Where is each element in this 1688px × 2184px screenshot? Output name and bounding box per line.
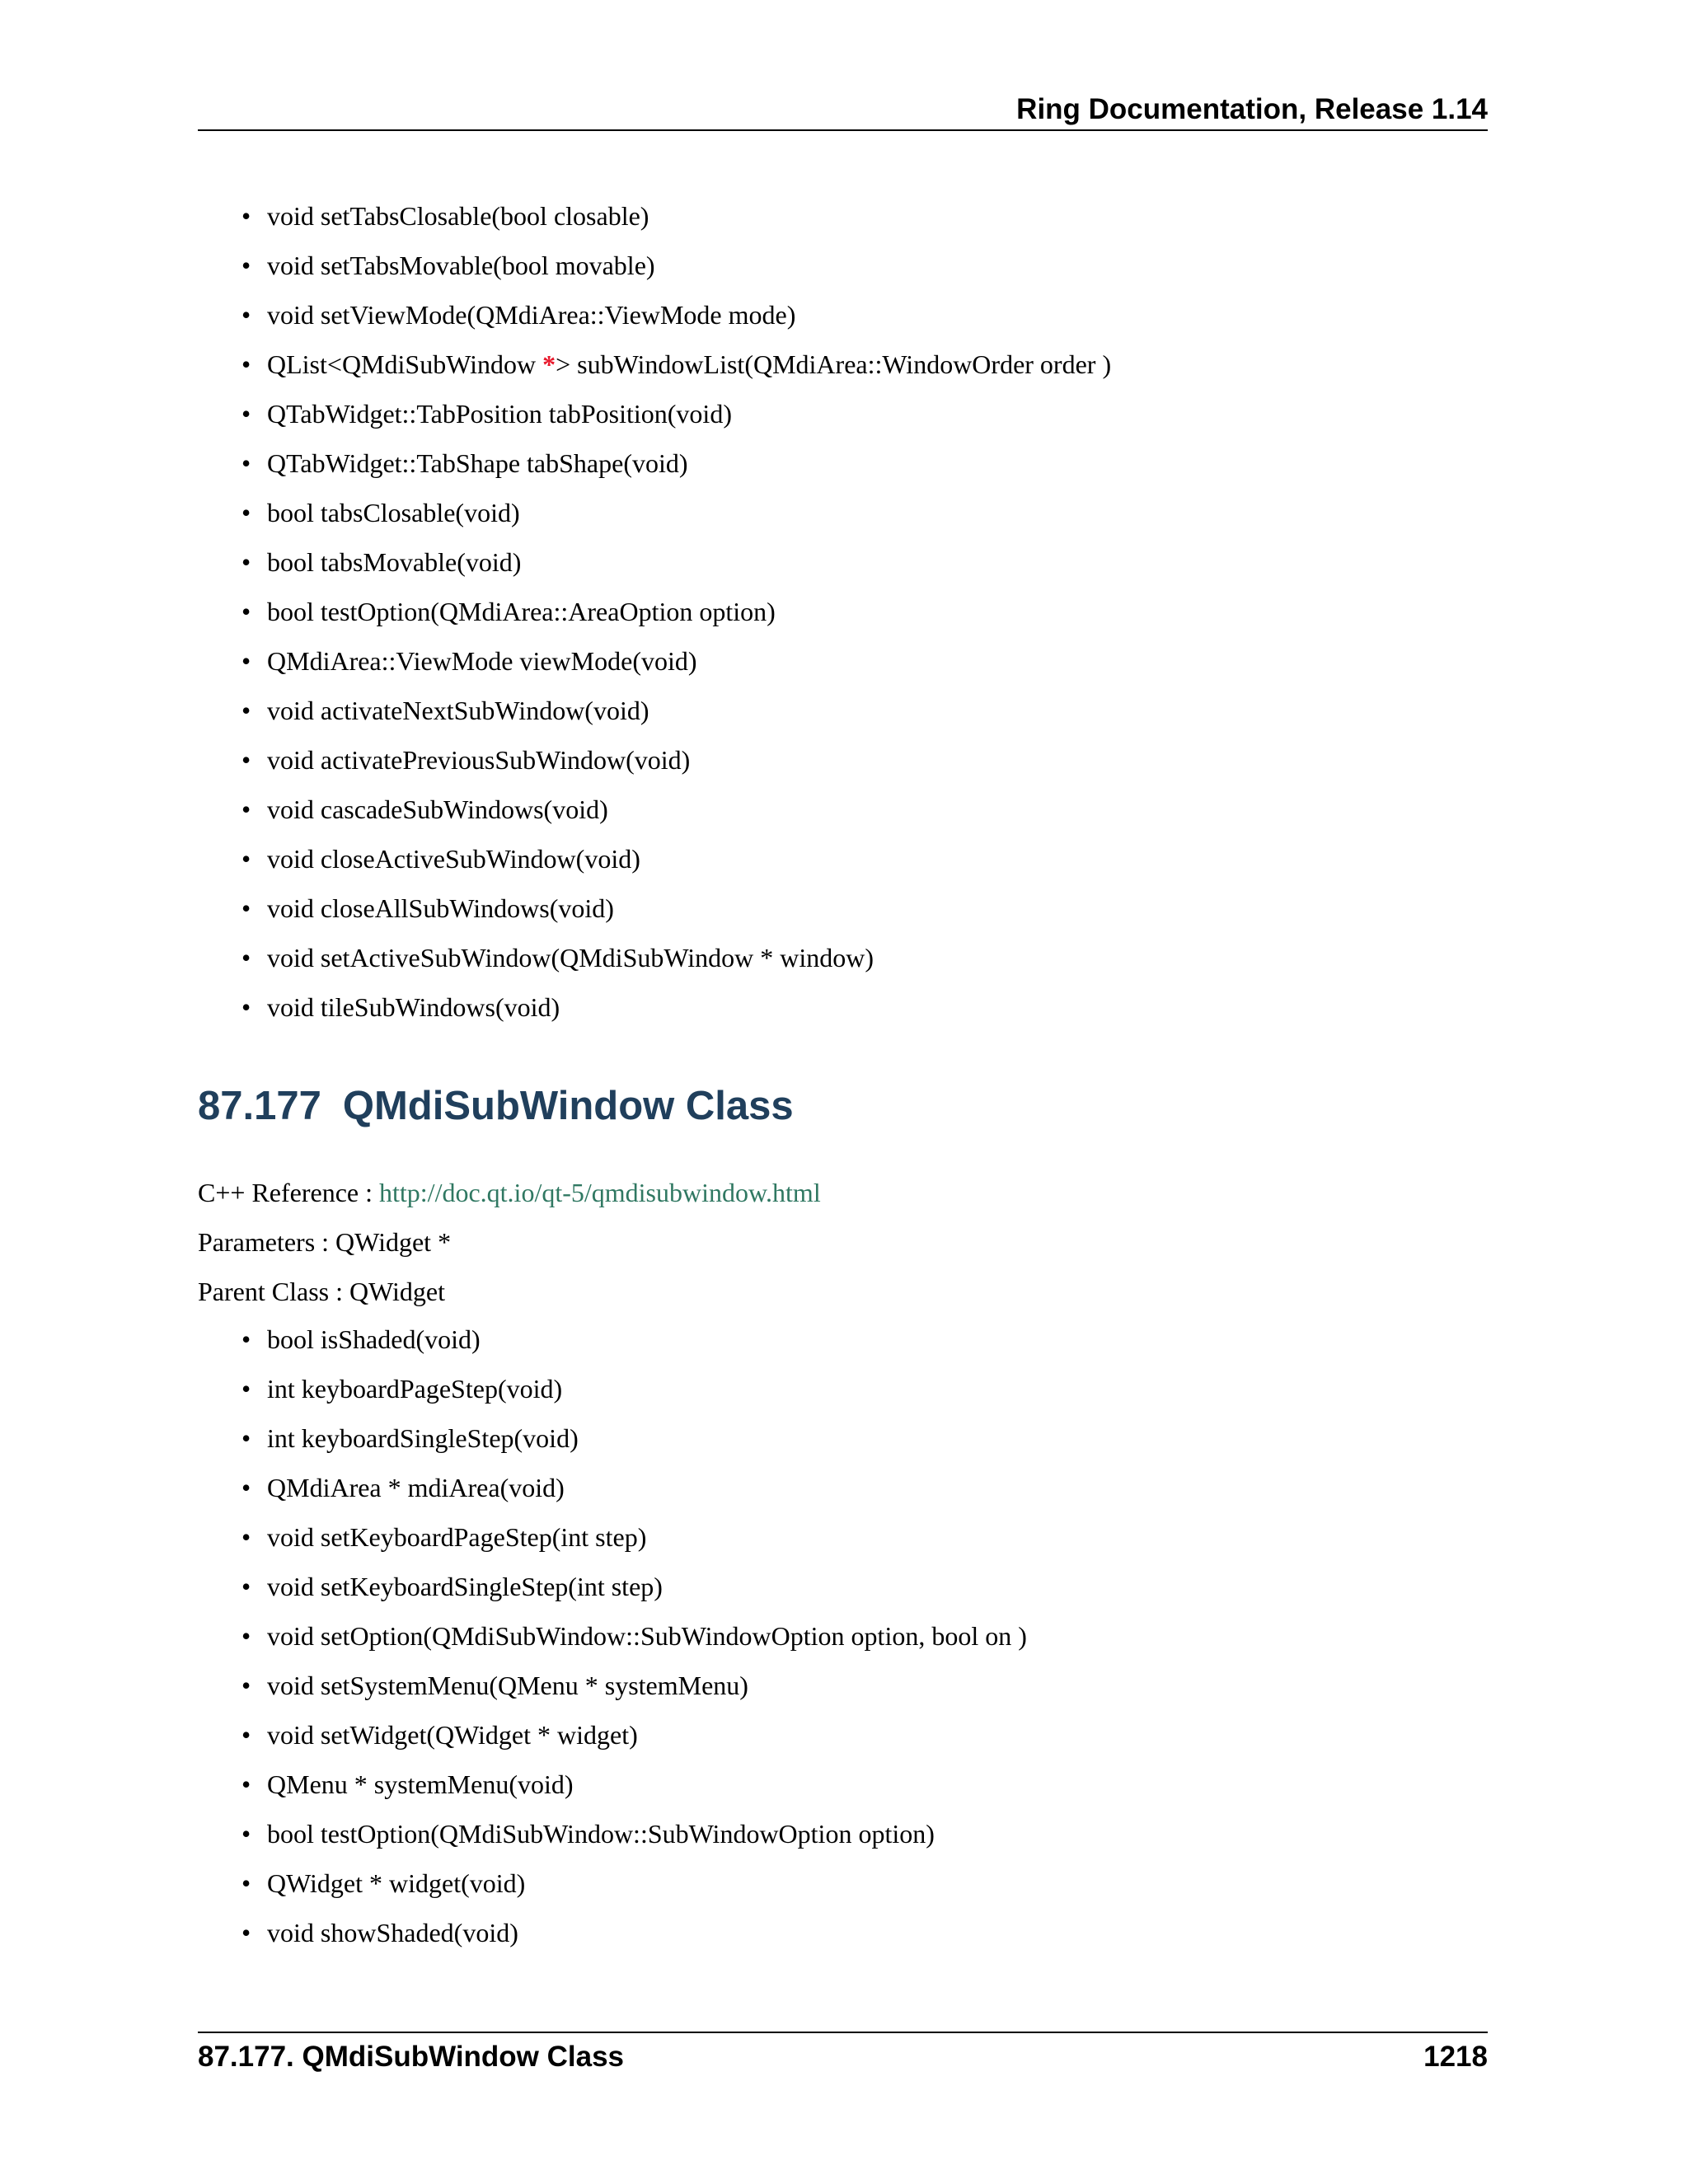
list-item [198,1463,1027,1512]
list-item [198,883,1111,933]
footer-rule [198,2032,1488,2033]
bullet-icon: • [241,794,251,824]
bullet-icon: • [241,1324,251,1354]
cpp-reference-label: C++ Reference : [198,1178,379,1207]
method-signature: void activateNextSubWindow(void) [267,696,649,725]
method-signature: void activatePreviousSubWindow(void) [267,745,691,775]
method-signature: void setTabsClosable(bool closable) [267,201,649,231]
running-header: Ring Documentation, Release 1.14 [1016,93,1488,125]
bullet-icon: • [241,1918,251,1947]
bullet-icon: • [241,349,251,379]
method-signature: QMdiArea * mdiArea(void) [267,1473,565,1502]
bullet-icon: • [241,1868,251,1898]
list-item [198,636,1111,686]
list-item [198,982,1111,1032]
bullet-icon: • [241,1423,251,1453]
method-signature: QMdiArea::ViewMode viewMode(void) [267,646,697,676]
method-signature: bool isShaded(void) [267,1324,481,1354]
list-item [198,735,1111,785]
bullet-icon: • [241,1374,251,1404]
list-item [198,389,1111,438]
bullet-icon: • [241,844,251,874]
method-signature: int keyboardSingleStep(void) [267,1423,579,1453]
method-signature: int keyboardPageStep(void) [267,1374,563,1404]
bullet-icon: • [241,1819,251,1849]
list-item [198,537,1111,587]
pointer-asterisk: * [542,349,556,379]
method-signature: void setActiveSubWindow(QMdiSubWindow * window) [267,943,874,972]
footer-page-number: 1218 [1423,2041,1488,2073]
bullet-icon: • [241,696,251,725]
method-signature: void setKeyboardSingleStep(int step) [267,1572,663,1601]
bullet-icon: • [241,646,251,676]
bullet-icon: • [241,448,251,478]
method-signature: void setSystemMenu(QMenu * systemMenu) [267,1671,748,1700]
bullet-icon: • [241,1621,251,1651]
bullet-icon: • [241,745,251,775]
method-signature: void setOption(QMdiSubWindow::SubWindowOption option, bool on ) [267,1621,1027,1651]
list-item [198,1809,1027,1858]
document-page [198,0,1488,2184]
list-item [198,1908,1027,1957]
list-item [198,686,1111,735]
list-item [198,1710,1027,1760]
list-item [198,1512,1027,1562]
list-item [198,1661,1027,1710]
list-item [198,488,1111,537]
bullet-icon: • [241,992,251,1022]
method-list-qmdiarea [198,191,1111,1032]
method-signature: void closeAllSubWindows(void) [267,893,614,923]
method-signature-part: > subWindowList(QMdiArea::WindowOrder order ) [556,349,1112,379]
list-item [198,340,1111,389]
method-signature: void setViewMode(QMdiArea::ViewMode mode) [267,300,796,330]
bullet-icon: • [241,1671,251,1700]
list-item [198,933,1111,982]
method-signature: bool tabsMovable(void) [267,547,522,577]
list-item [198,1760,1027,1809]
method-signature: bool tabsClosable(void) [267,498,520,527]
method-signature: void closeActiveSubWindow(void) [267,844,640,874]
section-number: 87.177 [198,1084,321,1128]
cpp-reference-link[interactable]: http://doc.qt.io/qt-5/qmdisubwindow.html [379,1178,821,1207]
method-signature: QWidget * widget(void) [267,1868,526,1898]
bullet-icon: • [241,1572,251,1601]
section-heading [198,1081,794,1131]
list-item [198,785,1111,834]
bullet-icon: • [241,201,251,231]
list-item [198,834,1111,883]
footer-section-label: 87.177. QMdiSubWindow Class [198,2041,625,2073]
bullet-icon: • [241,300,251,330]
method-signature: QMenu * systemMenu(void) [267,1769,574,1799]
method-signature: QTabWidget::TabShape tabShape(void) [267,448,688,478]
bullet-icon: • [241,251,251,280]
method-signature: bool testOption(QMdiSubWindow::SubWindowOption option) [267,1819,935,1849]
method-signature: bool testOption(QMdiArea::AreaOption option) [267,597,776,626]
method-signature: void showShaded(void) [267,1918,518,1947]
bullet-icon: • [241,893,251,923]
method-signature: void setWidget(QWidget * widget) [267,1720,638,1750]
method-signature: void setKeyboardPageStep(int step) [267,1522,647,1552]
list-item [198,1413,1027,1463]
list-item [198,1364,1027,1413]
list-item [198,191,1111,241]
bullet-icon: • [241,547,251,577]
parent-class-line: Parent Class : QWidget [198,1277,445,1306]
bullet-icon: • [241,1720,251,1750]
list-item [198,1858,1027,1908]
bullet-icon: • [241,498,251,527]
list-item [198,1562,1027,1611]
bullet-icon: • [241,1769,251,1799]
method-signature-part: QList<QMdiSubWindow [267,349,543,379]
cpp-reference-line [198,1168,821,1217]
bullet-icon: • [241,1473,251,1502]
method-signature: void cascadeSubWindows(void) [267,794,608,824]
list-item [198,290,1111,340]
method-signature: void tileSubWindows(void) [267,992,560,1022]
list-item [198,587,1111,636]
header-rule [198,129,1488,131]
list-item [198,1315,1027,1364]
method-signature: void setTabsMovable(bool movable) [267,251,655,280]
list-item [198,1611,1027,1661]
method-signature: QTabWidget::TabPosition tabPosition(void) [267,399,732,429]
bullet-icon: • [241,943,251,972]
parameters-line: Parameters : QWidget * [198,1227,452,1257]
bullet-icon: • [241,1522,251,1552]
bullet-icon: • [241,597,251,626]
section-title: QMdiSubWindow Class [342,1084,794,1128]
list-item [198,438,1111,488]
list-item [198,241,1111,290]
method-list-qmdisubwindow [198,1315,1027,1957]
bullet-icon: • [241,399,251,429]
